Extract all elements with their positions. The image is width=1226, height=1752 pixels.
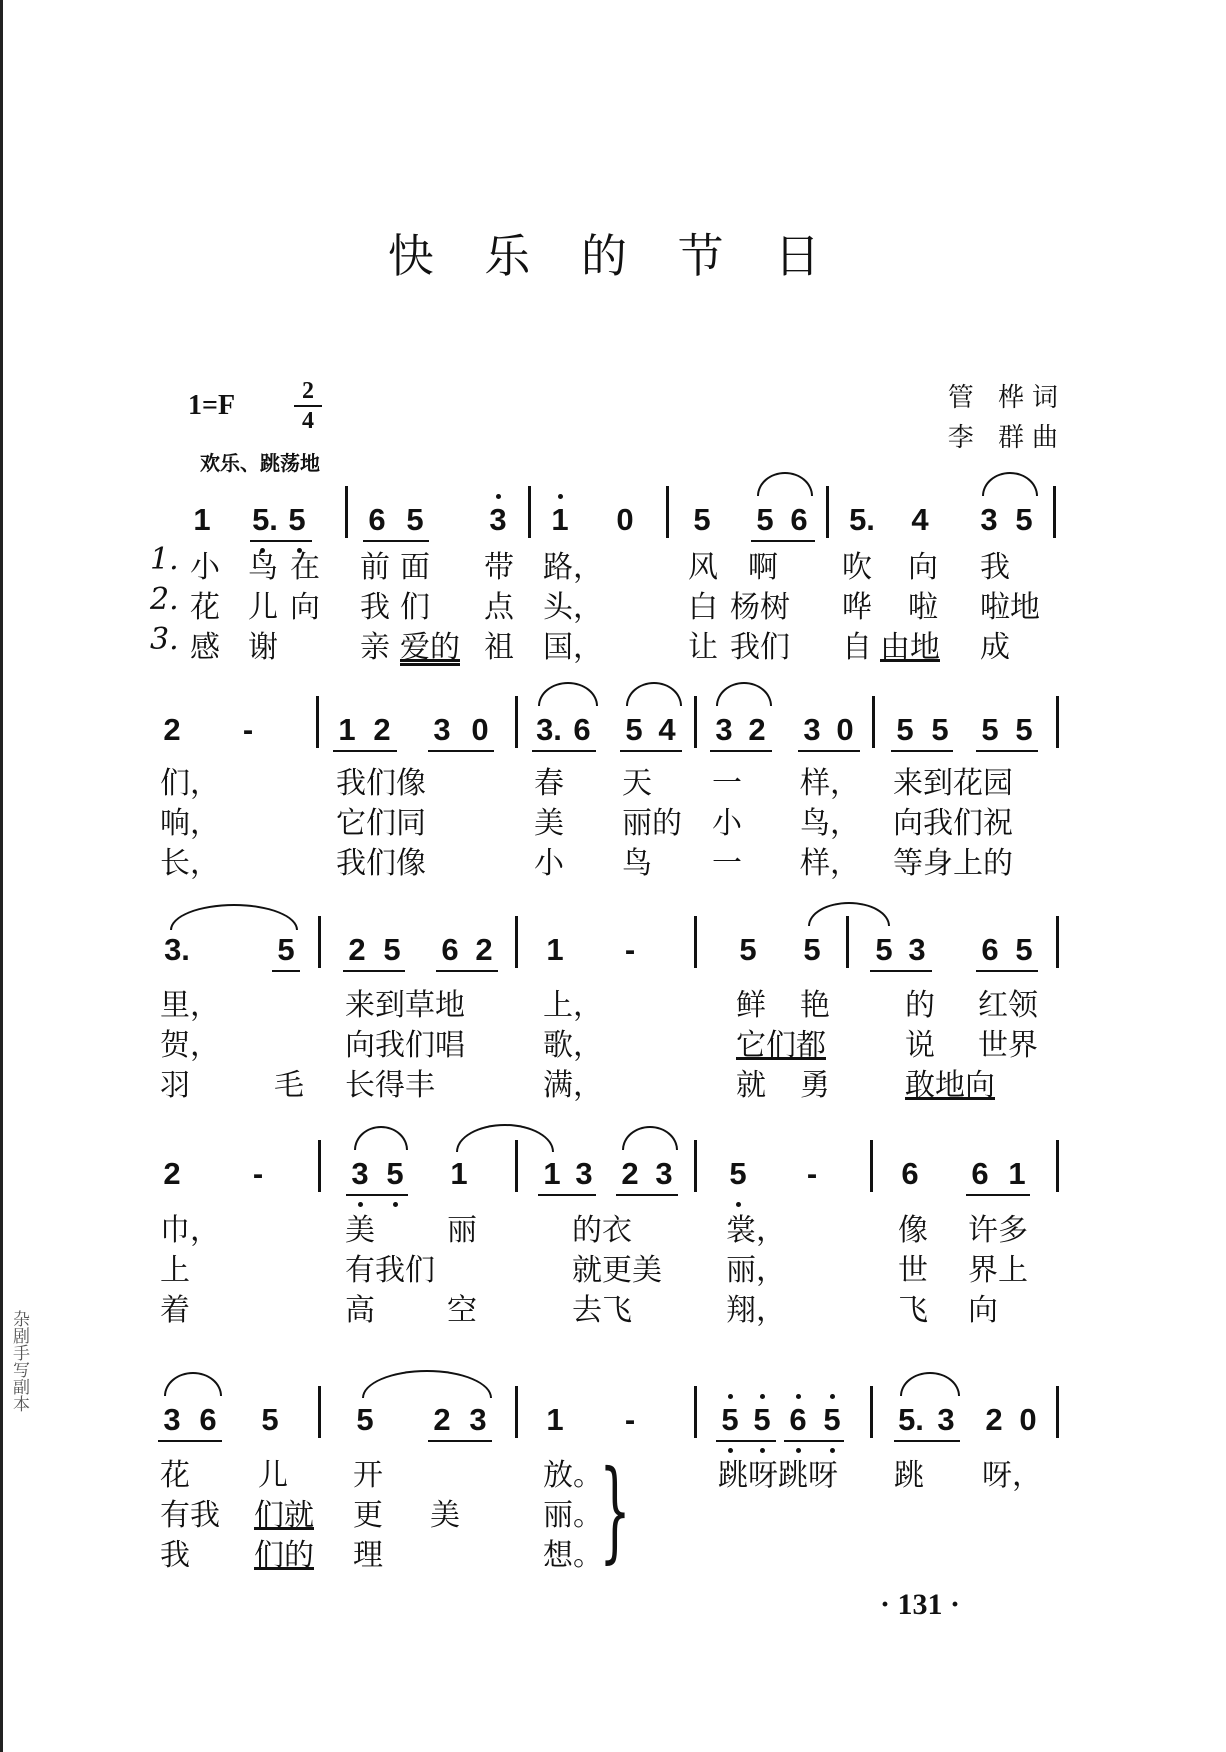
notes-row	[0, 1134, 1226, 1204]
barline	[1056, 916, 1059, 968]
note: 5	[896, 712, 914, 747]
lyric-line: 长， 我们像 小 鸟 一 样， 等身上的	[160, 846, 1013, 881]
note: 0	[616, 502, 634, 537]
note: 6	[971, 1156, 989, 1191]
lyric-line: 1. 小 鸟 在 前 面 带 路， 风 啊 吹 向 我	[150, 542, 1010, 585]
time-signature-top: 2	[302, 378, 314, 404]
note: 3	[803, 712, 821, 747]
underline	[976, 750, 1038, 752]
underline	[710, 750, 772, 752]
note: 5	[756, 502, 774, 537]
note: 5	[693, 502, 711, 537]
note: 5	[981, 712, 999, 747]
note: 3	[469, 1402, 487, 1437]
lyric-line: 响， 它们同 美 丽的 小 鸟， 向我们祝	[160, 806, 1013, 841]
note: -	[624, 1402, 636, 1437]
barline	[1056, 696, 1059, 748]
upper-dot	[728, 1394, 733, 1399]
barline	[515, 696, 518, 748]
note: 5	[1015, 712, 1033, 747]
slur	[622, 1126, 678, 1150]
note: 1	[546, 1402, 564, 1437]
note: 0	[1019, 1402, 1037, 1437]
note: -	[806, 1156, 818, 1191]
verse-brace: }	[599, 1446, 631, 1574]
underline	[158, 1440, 222, 1442]
note: 5	[931, 712, 949, 747]
barline	[872, 696, 875, 748]
barline	[694, 696, 697, 748]
underline	[532, 750, 596, 752]
time-signature-bar	[294, 405, 322, 407]
lyric-line: 着 高 空 去飞 翔， 飞 向	[160, 1293, 998, 1328]
note: -	[242, 712, 254, 747]
note: 2	[985, 1402, 1003, 1437]
note: 2	[163, 712, 181, 747]
note: 0	[836, 712, 854, 747]
lyric-line: 里， 来到草地 上， 鲜 艳 的 红领	[160, 988, 1038, 1023]
note: 5	[383, 932, 401, 967]
barline	[694, 916, 697, 968]
note: 6	[789, 1402, 807, 1437]
note: 2	[373, 712, 391, 747]
slur	[757, 472, 813, 496]
slur	[456, 1124, 554, 1152]
upper-dot	[496, 494, 501, 499]
note: 1	[193, 502, 211, 537]
note: 1	[1008, 1156, 1026, 1191]
notes-row	[0, 1380, 1226, 1450]
note: 3.	[164, 932, 190, 967]
note: 1	[338, 712, 356, 747]
barline	[515, 916, 518, 968]
barline	[666, 486, 669, 538]
page-number: · 131 ·	[879, 1588, 960, 1621]
underline	[616, 1194, 678, 1196]
note: 5	[277, 932, 295, 967]
note: 5	[721, 1402, 739, 1437]
note: 5	[875, 932, 893, 967]
note: 0	[471, 712, 489, 747]
lyric-line: 巾， 美 丽 的衣 裳， 像 许多	[160, 1213, 1028, 1248]
underline	[976, 970, 1038, 972]
note: 6	[901, 1156, 919, 1191]
note: 5	[729, 1156, 747, 1191]
note: 4	[911, 502, 929, 537]
note: 3	[351, 1156, 369, 1191]
slur	[626, 682, 682, 706]
note: 5.	[898, 1402, 924, 1437]
barline	[694, 1140, 697, 1192]
slur	[808, 902, 890, 926]
upper-dot	[760, 1394, 765, 1399]
key-signature: 1=F	[188, 390, 236, 421]
slur	[170, 904, 298, 930]
lyricist: 管 桦词	[947, 383, 1066, 413]
slur	[538, 682, 598, 706]
note: 3	[489, 502, 507, 537]
lyric-line: 们， 我们像 春 天 一 样， 来到花园	[160, 766, 1013, 801]
underline	[428, 1440, 492, 1442]
barline	[694, 1386, 697, 1438]
note: 2	[475, 932, 493, 967]
notes-row	[0, 690, 1226, 760]
lyric-line: 贺， 向我们唱 歌， 它们都 说 世界	[160, 1028, 1038, 1063]
note: 6	[199, 1402, 217, 1437]
note: 6	[981, 932, 999, 967]
lyric-line: 羽 毛 长得丰 满， 就 勇 敢地向	[160, 1068, 995, 1103]
note: 5	[803, 932, 821, 967]
underline	[870, 970, 932, 972]
lyric-line: 2. 花 儿 向 我 们 点 头， 白 杨树 哗 啦 啦地	[150, 582, 1040, 625]
barline	[1053, 486, 1056, 538]
note: -	[624, 932, 636, 967]
credits	[948, 378, 1066, 458]
note: 5	[739, 932, 757, 967]
slur	[982, 472, 1038, 496]
note: 5	[625, 712, 643, 747]
upper-dot	[558, 494, 563, 499]
note: 5	[288, 502, 306, 537]
slur	[354, 1126, 408, 1150]
barline	[870, 1386, 873, 1438]
note: 5	[406, 502, 424, 537]
slur	[164, 1372, 222, 1396]
barline	[1056, 1386, 1059, 1438]
slur	[362, 1370, 492, 1398]
note: 1	[546, 932, 564, 967]
slur	[716, 682, 772, 706]
barline	[318, 916, 321, 968]
underline	[620, 750, 682, 752]
time-signature	[292, 378, 324, 434]
underline	[272, 970, 300, 972]
underline	[538, 1194, 596, 1196]
underline	[716, 1440, 776, 1442]
underline	[966, 1194, 1030, 1196]
underline	[894, 1440, 960, 1442]
notes-row	[0, 480, 1226, 550]
barline	[345, 486, 348, 538]
barline	[316, 696, 319, 748]
lyric-line: 上 有我们 就更美 丽， 世 界上	[160, 1253, 1028, 1288]
barline	[1056, 1140, 1059, 1192]
barline	[318, 1386, 321, 1438]
note: 2	[433, 1402, 451, 1437]
notes-row	[0, 910, 1226, 980]
note: 3	[937, 1402, 955, 1437]
note: 1	[450, 1156, 468, 1191]
tempo-marking: 欢乐、跳荡地	[200, 451, 320, 475]
underline	[343, 970, 405, 972]
barline	[846, 916, 849, 968]
note: 3	[433, 712, 451, 747]
lyric-line: 有我 们就 更 美 丽。	[160, 1498, 603, 1533]
time-signature-bottom: 4	[302, 408, 314, 434]
lyric-line: 3. 感 谢 亲 爱的 祖 国， 让 我们 自 由地 成	[150, 622, 1010, 665]
note: 3.	[536, 712, 562, 747]
note: 5	[1015, 502, 1033, 537]
underline	[436, 970, 498, 972]
barline	[318, 1140, 321, 1192]
note: 6	[573, 712, 591, 747]
barline	[870, 1140, 873, 1192]
slur	[900, 1372, 960, 1396]
note: 6	[441, 932, 459, 967]
lyric-line: 我 们的 理 想。	[160, 1538, 603, 1573]
note: 5.	[849, 502, 875, 537]
note: -	[252, 1156, 264, 1191]
note: 3	[655, 1156, 673, 1191]
note: 3	[163, 1402, 181, 1437]
barline	[826, 486, 829, 538]
note: 3	[715, 712, 733, 747]
underline	[333, 750, 397, 752]
note: 2	[348, 932, 366, 967]
note: 5	[753, 1402, 771, 1437]
note: 1	[543, 1156, 561, 1191]
song-title: 快 乐 的 节 日	[387, 229, 839, 283]
underline	[798, 750, 860, 752]
upper-dot	[796, 1394, 801, 1399]
note: 3	[908, 932, 926, 967]
note: 5	[261, 1402, 279, 1437]
note: 2	[163, 1156, 181, 1191]
note: 1	[551, 502, 569, 537]
underline	[346, 1194, 408, 1196]
underline	[784, 1440, 844, 1442]
underline	[428, 750, 494, 752]
note: 5.	[252, 502, 278, 537]
lyric-line: 花 儿 开 放。 跳呀跳呀 跳 呀，	[160, 1458, 1042, 1493]
gutter-text: 杂剧手写副本	[9, 1310, 29, 1412]
note: 3	[575, 1156, 593, 1191]
underline	[891, 750, 953, 752]
note: 6	[790, 502, 808, 537]
note: 2	[748, 712, 766, 747]
note: 6	[368, 502, 386, 537]
note: 3	[980, 502, 998, 537]
note: 5	[356, 1402, 374, 1437]
barline	[528, 486, 531, 538]
barline	[515, 1140, 518, 1192]
note: 5	[1015, 932, 1033, 967]
note: 2	[621, 1156, 639, 1191]
composer: 李 群曲	[947, 423, 1066, 453]
note: 5	[386, 1156, 404, 1191]
note: 4	[658, 712, 676, 747]
barline	[515, 1386, 518, 1438]
note: 5	[823, 1402, 841, 1437]
upper-dot	[830, 1394, 835, 1399]
